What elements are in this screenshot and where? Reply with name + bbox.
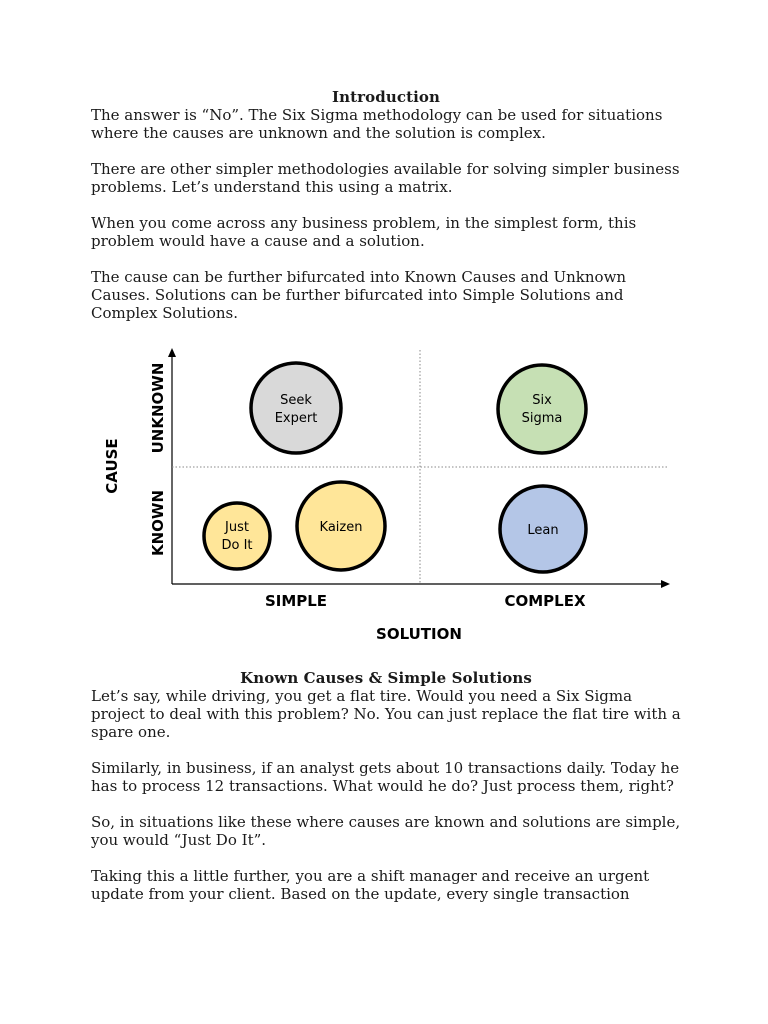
just-do-it-circle	[204, 503, 270, 569]
seek-expert-line1: Seek	[280, 393, 312, 408]
intro-paragraph-4: The cause can be further bifurcated into Known Causes and Unknown Causes. Solutions can be further bifurcated into Simple Solutions and Complex Solutions.	[91, 268, 627, 322]
seek-expert-circle	[251, 363, 341, 453]
section-known-simple	[91, 669, 681, 921]
bubble-lean	[500, 486, 586, 572]
lean-label: Lean	[527, 523, 559, 538]
kaizen-label: Kaizen	[319, 520, 363, 535]
bubble-seek-expert	[251, 363, 341, 453]
section2-paragraph-1: Let’s say, while driving, you get a flat tire. Would you need a Six Sigma project to deal with this problem? No. You can just replace the flat tire with a spare one.	[91, 687, 681, 741]
section2-heading: Known Causes & Simple Solutions	[240, 669, 532, 687]
section2-paragraph-2: Similarly, in business, if an analyst gets about 10 transactions daily. Today he has to process 12 transactions. What would he do? Just process them, right?	[91, 759, 680, 795]
x-right-label: COMPLEX	[504, 592, 586, 610]
y-axis-arrow-icon	[168, 348, 176, 357]
bubble-just-do-it	[204, 503, 270, 569]
x-left-label: SIMPLE	[264, 592, 328, 610]
section2-paragraph-4: Taking this a little further, you are a shift manager and receive an urgent update from your client. Based on the update, every single transaction	[91, 867, 650, 903]
section2-paragraph-3: So, in situations like these where causes are known and solutions are simple, you would “Just Do It”.	[91, 813, 681, 849]
intro-heading: Introduction	[331, 88, 441, 106]
bubble-six-sigma	[498, 365, 586, 453]
just-do-it-line1: Just	[225, 520, 249, 535]
x-axis-title: SOLUTION	[376, 625, 462, 643]
six-sigma-circle	[498, 365, 586, 453]
seek-expert-line2: Expert	[274, 411, 318, 426]
just-do-it-line2: Do It	[221, 538, 253, 553]
intro-paragraph-1: The answer is “No”. The Six Sigma methodology can be used for situations where the causes are unknown and the solution is complex.	[91, 106, 663, 142]
y-bottom-label: KNOWN	[149, 489, 167, 557]
intro-paragraph-2: There are other simpler methodologies available for solving simpler business problems. Let’s understand this using a matrix.	[91, 160, 680, 196]
cause-solution-matrix	[0, 340, 768, 650]
document-page	[91, 88, 681, 322]
x-axis-arrow-icon	[661, 580, 670, 588]
intro-paragraph-3: When you come across any business problem, in the simplest form, this problem would have a cause and a solution.	[91, 214, 637, 250]
six-sigma-line1: Six	[532, 393, 552, 408]
y-top-label: UNKNOWN	[149, 362, 167, 454]
bubble-kaizen	[297, 482, 385, 570]
six-sigma-line2: Sigma	[521, 411, 563, 426]
y-axis-title: CAUSE	[103, 438, 121, 494]
